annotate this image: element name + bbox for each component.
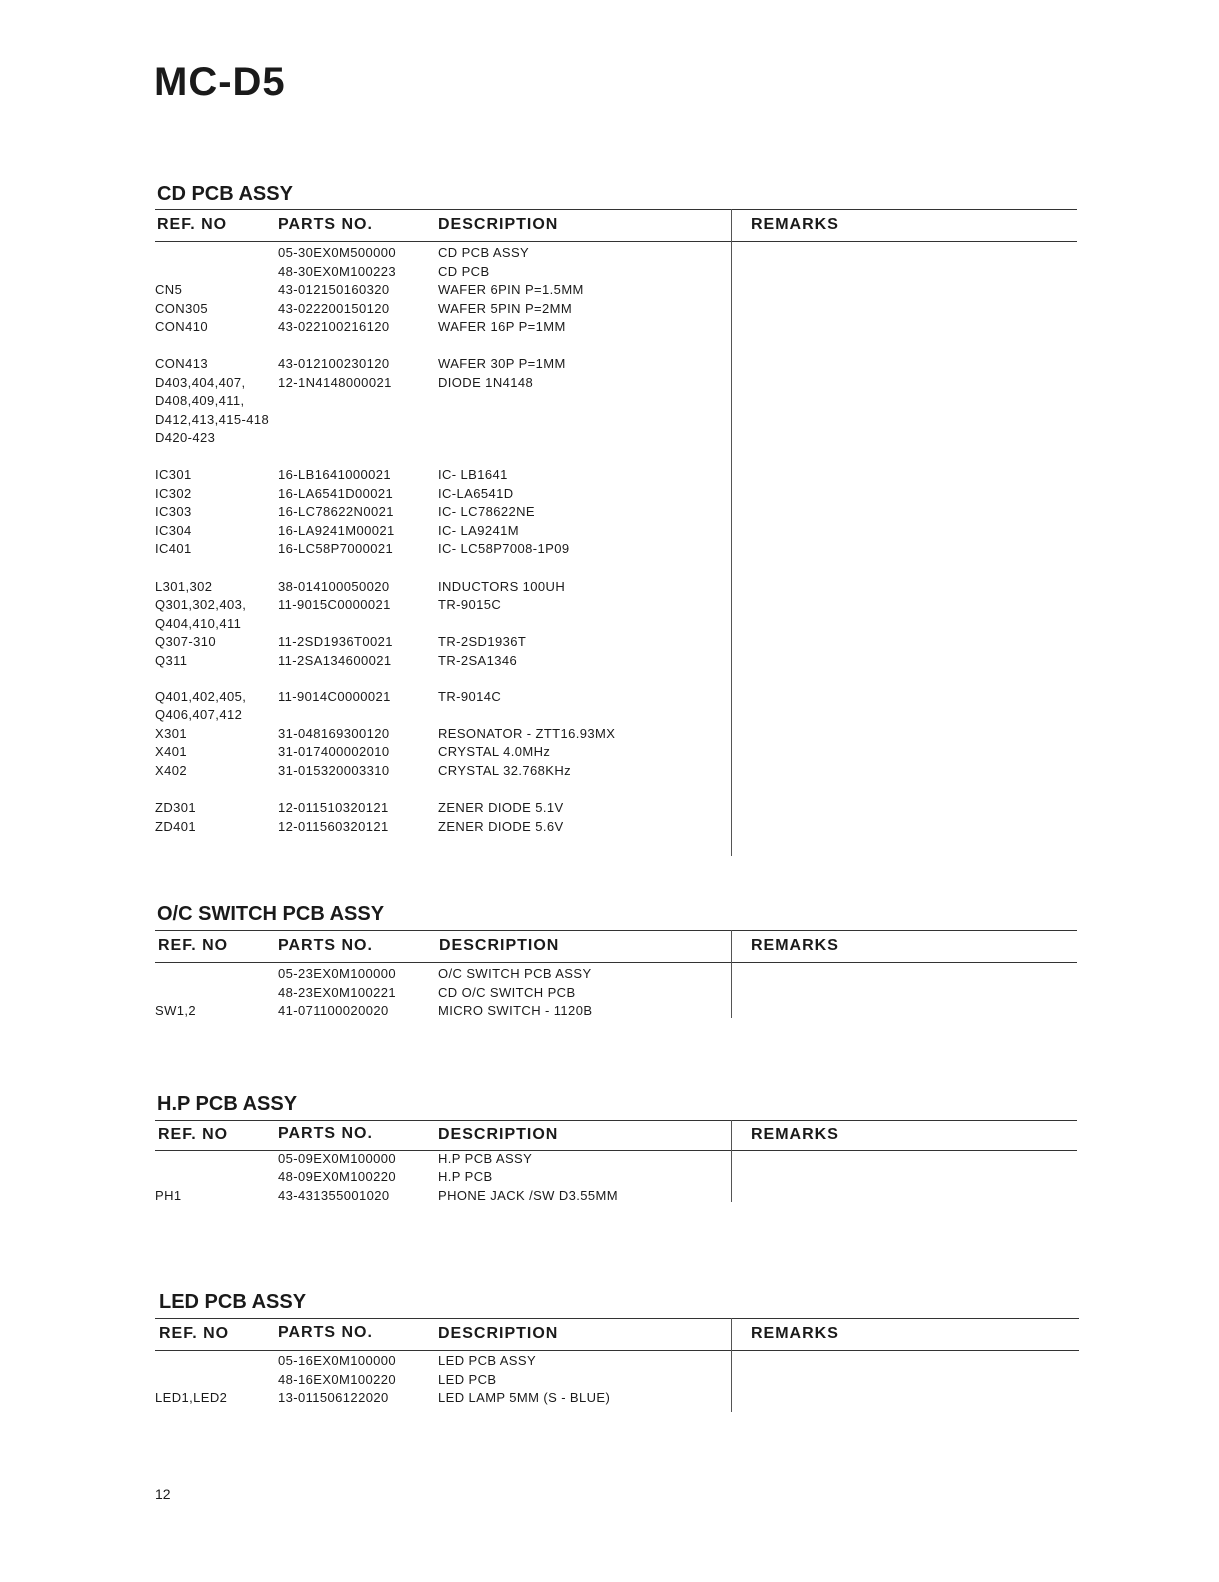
table-row [0, 1352, 1219, 1370]
description: CD PCB ASSY [438, 245, 530, 260]
table-row [0, 688, 1219, 706]
ref-no: PH1 [155, 1188, 182, 1203]
part-no: 43-012100230120 [278, 356, 390, 371]
table-row [0, 485, 1219, 503]
description: IC-LA6541D [438, 486, 514, 501]
col-description: DESCRIPTION [439, 937, 560, 954]
part-no: 43-431355001020 [278, 1188, 390, 1203]
page-number: 12 [155, 1486, 171, 1502]
part-no: 43-012150160320 [278, 282, 390, 297]
description: WAFER 6PIN P=1.5MM [438, 282, 584, 297]
table-row [0, 984, 1219, 1002]
description: LED LAMP 5MM (S - BLUE) [438, 1390, 611, 1405]
table-row [0, 743, 1219, 761]
part-no: 31-015320003310 [278, 763, 390, 778]
ref-no: D403,404,407, [155, 375, 246, 390]
part-no: 11-9014C0000021 [278, 689, 391, 704]
ref-no: X301 [155, 726, 187, 741]
col-remarks: REMARKS [751, 1325, 839, 1342]
table-row [0, 411, 1219, 429]
ref-no: CON413 [155, 356, 208, 371]
table-header [155, 930, 1077, 963]
part-no: 11-9015C0000021 [278, 597, 391, 612]
col-remarks: REMARKS [751, 1126, 839, 1143]
description: RESONATOR - ZTT16.93MX [438, 726, 616, 741]
model-title: MC-D5 [154, 60, 286, 104]
table-row [0, 374, 1219, 392]
table-row [0, 318, 1219, 336]
description: CD O/C SWITCH PCB [438, 985, 576, 1000]
part-no: 13-011506122020 [278, 1390, 389, 1405]
table-row [0, 652, 1219, 670]
ref-no: IC301 [155, 467, 192, 482]
description: H.P PCB [438, 1169, 493, 1184]
table-row [0, 706, 1219, 724]
description: IC- LC58P7008-1P09 [438, 541, 570, 556]
part-no: 12-011560320121 [278, 819, 389, 834]
ref-no: Q301,302,403, [155, 597, 247, 612]
table-header [155, 1120, 1077, 1151]
part-no: 11-2SD1936T0021 [278, 634, 393, 649]
ref-no: X401 [155, 744, 187, 759]
part-no: 12-1N4148000021 [278, 375, 392, 390]
table-row [0, 503, 1219, 521]
part-no: 11-2SA134600021 [278, 653, 392, 668]
ref-no: L301,302 [155, 579, 213, 594]
table-row [0, 300, 1219, 318]
table-row [0, 392, 1219, 410]
description: TR-2SD1936T [438, 634, 527, 649]
description: IC- LA9241M [438, 523, 519, 538]
description: CD PCB [438, 264, 490, 279]
table-row [0, 1371, 1219, 1389]
description: TR-2SA1346 [438, 653, 518, 668]
part-no: 48-09EX0M100220 [278, 1169, 397, 1184]
ref-no: D420-423 [155, 430, 216, 445]
ref-no: CON410 [155, 319, 208, 334]
col-parts-no: PARTS NO. [278, 937, 373, 954]
table-row [0, 818, 1219, 836]
part-no: 16-LC78622N0021 [278, 504, 394, 519]
ref-no: IC302 [155, 486, 192, 501]
part-no: 43-022100216120 [278, 319, 390, 334]
table-header [155, 209, 1077, 242]
part-no: 05-09EX0M100000 [278, 1151, 397, 1166]
table-row [0, 965, 1219, 983]
col-ref-no: REF. NO [158, 1126, 229, 1143]
part-no: 41-071100020020 [278, 1003, 389, 1018]
col-description: DESCRIPTION [438, 216, 559, 233]
description: ZENER DIODE 5.1V [438, 800, 564, 815]
table-row [0, 355, 1219, 373]
description: PHONE JACK /SW D3.55MM [438, 1188, 618, 1203]
table-row [0, 1187, 1219, 1205]
table-row [0, 1389, 1219, 1407]
section-title: LED PCB ASSY [159, 1291, 307, 1313]
table-row [0, 633, 1219, 651]
description: WAFER 5PIN P=2MM [438, 301, 573, 316]
ref-no: Q307-310 [155, 634, 217, 649]
ref-no: CON305 [155, 301, 208, 316]
part-no: 38-014100050020 [278, 579, 390, 594]
part-no: 16-LA9241M00021 [278, 523, 395, 538]
table-row [0, 1150, 1219, 1168]
table-row [0, 263, 1219, 281]
ref-no: CN5 [155, 282, 183, 297]
ref-no: ZD301 [155, 800, 197, 815]
part-no: 48-30EX0M100223 [278, 264, 397, 279]
section-title: O/C SWITCH PCB ASSY [157, 903, 385, 925]
part-no: 16-LB1641000021 [278, 467, 391, 482]
description: DIODE 1N4148 [438, 375, 534, 390]
part-no: 48-23EX0M100221 [278, 985, 397, 1000]
col-ref-no: REF. NO [159, 1325, 230, 1342]
table-row [0, 1002, 1219, 1020]
table-row [0, 725, 1219, 743]
ref-no: LED1,LED2 [155, 1390, 228, 1405]
section-title: H.P PCB ASSY [157, 1093, 298, 1115]
ref-no: D412,413,415-418 [155, 412, 270, 427]
ref-no: SW1,2 [155, 1003, 197, 1018]
table-row [0, 429, 1219, 447]
table-row [0, 578, 1219, 596]
description: CRYSTAL 32.768KHz [438, 763, 572, 778]
part-no: 31-048169300120 [278, 726, 390, 741]
description: H.P PCB ASSY [438, 1151, 533, 1166]
ref-no: Q404,410,411 [155, 616, 242, 631]
table-header [155, 1318, 1079, 1351]
table-row [0, 799, 1219, 817]
col-parts-no: PARTS NO. [278, 216, 373, 233]
col-description: DESCRIPTION [438, 1126, 559, 1143]
part-no: 16-LC58P7000021 [278, 541, 394, 556]
table-row [0, 762, 1219, 780]
table-row [0, 244, 1219, 262]
description: TR-9015C [438, 597, 502, 612]
part-no: 12-011510320121 [278, 800, 389, 815]
ref-no: Q401,402,405, [155, 689, 247, 704]
table-row [0, 522, 1219, 540]
col-parts-no: PARTS NO. [278, 1324, 373, 1341]
ref-no: X402 [155, 763, 187, 778]
description: ZENER DIODE 5.6V [438, 819, 564, 834]
table-row [0, 540, 1219, 558]
section-title: CD PCB ASSY [157, 183, 293, 205]
description: CRYSTAL 4.0MHz [438, 744, 551, 759]
part-no: 05-16EX0M100000 [278, 1353, 397, 1368]
table-row [0, 1168, 1219, 1186]
part-no: 48-16EX0M100220 [278, 1372, 397, 1387]
table-row [0, 466, 1219, 484]
description: IC- LB1641 [438, 467, 508, 482]
ref-no: D408,409,411, [155, 393, 245, 408]
table-row [0, 596, 1219, 614]
ref-no: Q311 [155, 653, 188, 668]
description: IC- LC78622NE [438, 504, 535, 519]
ref-no: IC401 [155, 541, 192, 556]
description: INDUCTORS 100UH [438, 579, 566, 594]
table-row [0, 615, 1219, 633]
col-remarks: REMARKS [751, 937, 839, 954]
ref-no: Q406,407,412 [155, 707, 243, 722]
ref-no: IC304 [155, 523, 192, 538]
description: LED PCB ASSY [438, 1353, 537, 1368]
description: WAFER 16P P=1MM [438, 319, 566, 334]
col-remarks: REMARKS [751, 216, 839, 233]
ref-no: ZD401 [155, 819, 197, 834]
part-no: 16-LA6541D00021 [278, 486, 394, 501]
part-no: 05-23EX0M100000 [278, 966, 397, 981]
description: O/C SWITCH PCB ASSY [438, 966, 592, 981]
table-row [0, 281, 1219, 299]
description: LED PCB [438, 1372, 497, 1387]
part-no: 05-30EX0M500000 [278, 245, 397, 260]
col-ref-no: REF. NO [158, 937, 229, 954]
part-no: 43-022200150120 [278, 301, 390, 316]
col-ref-no: REF. NO [157, 216, 228, 233]
part-no: 31-017400002010 [278, 744, 390, 759]
ref-no: IC303 [155, 504, 192, 519]
description: TR-9014C [438, 689, 502, 704]
description: WAFER 30P P=1MM [438, 356, 566, 371]
col-description: DESCRIPTION [438, 1325, 559, 1342]
description: MICRO SWITCH - 1120B [438, 1003, 593, 1018]
col-parts-no: PARTS NO. [278, 1125, 373, 1142]
